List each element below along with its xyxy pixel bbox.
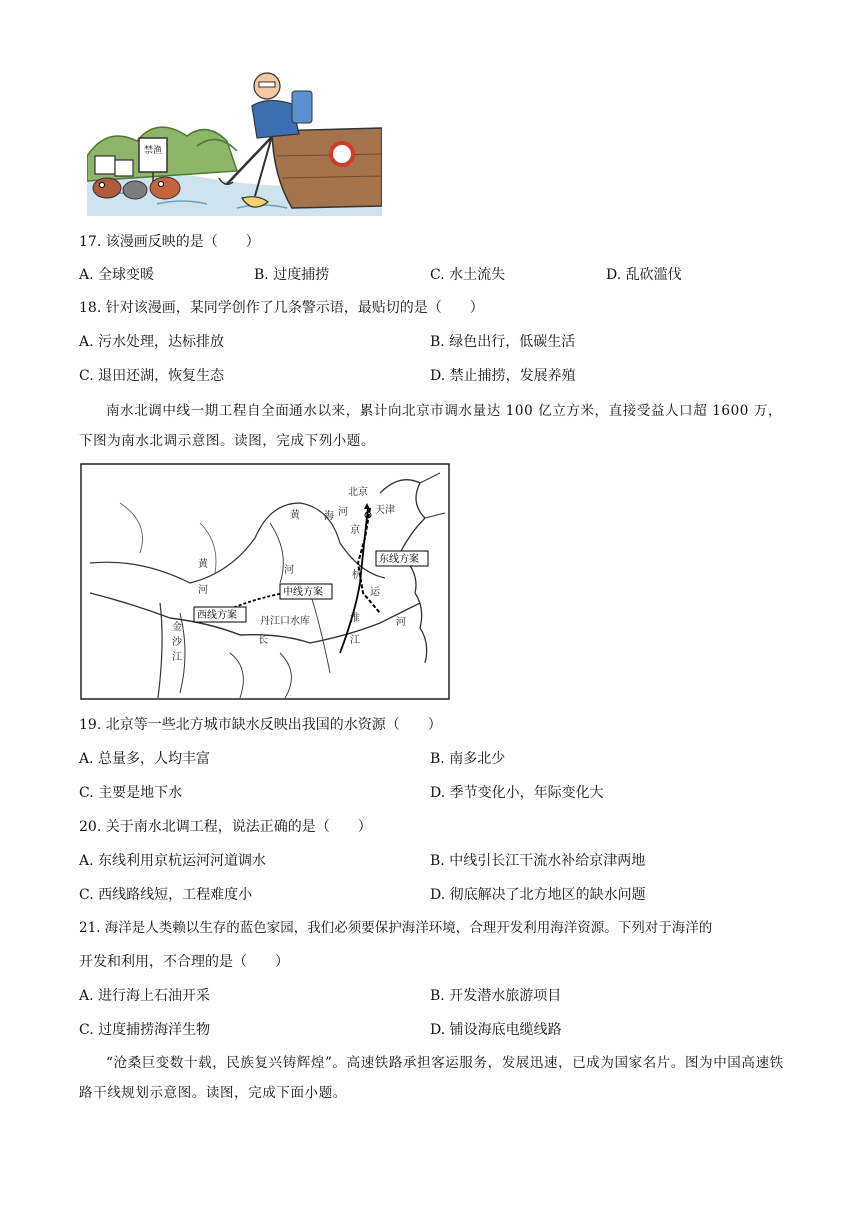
q17-option-d[interactable]: D. 乱砍滥伐: [606, 267, 682, 283]
q19-option-c[interactable]: C. 主要是地下水: [79, 785, 183, 801]
q21-option-d[interactable]: D. 铺设海底电缆线路: [430, 1022, 562, 1038]
fishing-cartoon: [87, 66, 382, 216]
q21-option-a[interactable]: A. 进行海上石油开采: [79, 988, 211, 1004]
cartoon-illustration: [87, 66, 382, 216]
question-18-stem: 18. 针对该漫画，某同学创作了几条警示语，最贴切的是（ ）: [79, 300, 484, 316]
label-beijing: 北京: [348, 487, 368, 498]
label-east-route: 东线方案: [379, 554, 419, 565]
q17-option-c[interactable]: C. 水土流失: [430, 267, 506, 283]
q18-option-a[interactable]: A. 污水处理，达标排放: [79, 334, 225, 350]
question-17-stem: 17. 该漫画反映的是（ ）: [79, 234, 260, 250]
passage-2-text: “沧桑巨变数十载，民族复兴铸辉煌”。高速铁路承担客运服务，发展迅速，已成为国家名片。图为中国高速铁路干线规划示意图。读图，完成下面小题。: [79, 1055, 784, 1101]
q20-option-c[interactable]: C. 西线路线短，工程难度小: [79, 887, 253, 903]
q19-option-d[interactable]: D. 季节变化小，年际变化大: [430, 785, 604, 801]
question-19-stem: 19. 北京等一些北方城市缺水反映出我国的水资源（ ）: [79, 717, 442, 733]
question-21-stem-line-1: 21. 海洋是人类赖以生存的蓝色家园，我们必须要保护海洋环境，合理开发利用海洋资源。下列对于海洋的: [79, 920, 713, 936]
label-danjiangkou: 丹江口水库: [260, 616, 310, 627]
passage-south-north-water: [79, 396, 784, 456]
label-jin: 金: [172, 622, 182, 633]
q18-option-c[interactable]: C. 退田还湖，恢复生态: [79, 368, 225, 384]
label-jing: 京: [350, 525, 360, 536]
q17-option-b[interactable]: B. 过度捕捞: [254, 267, 330, 283]
q21-option-b[interactable]: B. 开发潜水旅游项目: [430, 988, 562, 1004]
label-hang: 杭: [352, 570, 362, 581]
label-tianjin: 天津: [375, 505, 395, 516]
label-huai: 淮: [350, 613, 360, 624]
label-jiang: 江: [350, 635, 360, 646]
q19-option-b[interactable]: B. 南多北少: [430, 751, 506, 767]
q20-option-b[interactable]: B. 中线引长江干流水补给京津两地: [430, 853, 646, 869]
label-huanghe-huang: 黄: [198, 559, 208, 570]
passage-1-text: 南水北调中线一期工程自全面通水以来，累计向北京市调水量达 100 亿立方米，直接受益人口超 1600 万，下图为南水北调示意图。读图，完成下列小题。: [79, 403, 783, 449]
passage-high-speed-rail: [79, 1048, 784, 1108]
q18-option-b[interactable]: B. 绿色出行，低碳生活: [430, 334, 576, 350]
label-huanghe-he: 河: [198, 585, 208, 596]
label-he-1: 河: [338, 507, 348, 518]
label-chang: 长: [258, 635, 268, 646]
sign-text-1: 禁渔: [143, 146, 163, 156]
label-he-3: 河: [396, 617, 406, 628]
label-hai: 海: [324, 511, 334, 522]
label-he-2: 河: [284, 565, 294, 576]
water-diversion-map: [80, 463, 450, 700]
label-huang-1: 黄: [290, 510, 300, 521]
q18-option-d[interactable]: D. 禁止捕捞，发展养殖: [430, 368, 576, 384]
label-yun: 运: [370, 587, 380, 598]
q19-option-a[interactable]: A. 总量多，人均丰富: [79, 751, 211, 767]
q17-option-a[interactable]: A. 全球变暖: [79, 267, 155, 283]
label-jiang-2: 江: [172, 652, 182, 663]
q20-option-a[interactable]: A. 东线利用京杭运河河道调水: [79, 853, 267, 869]
label-west-route: 西线方案: [197, 610, 237, 621]
south-north-water-map: [80, 463, 450, 700]
q21-option-c[interactable]: C. 过度捕捞海洋生物: [79, 1022, 211, 1038]
question-20-stem: 20. 关于南水北调工程，说法正确的是（ ）: [79, 819, 372, 835]
q20-option-d[interactable]: D. 彻底解决了北方地区的缺水问题: [430, 887, 646, 903]
question-21-stem-line-2: 开发和利用，不合理的是（ ）: [79, 954, 289, 970]
label-middle-route: 中线方案: [283, 587, 323, 598]
label-sha: 沙: [172, 637, 182, 648]
